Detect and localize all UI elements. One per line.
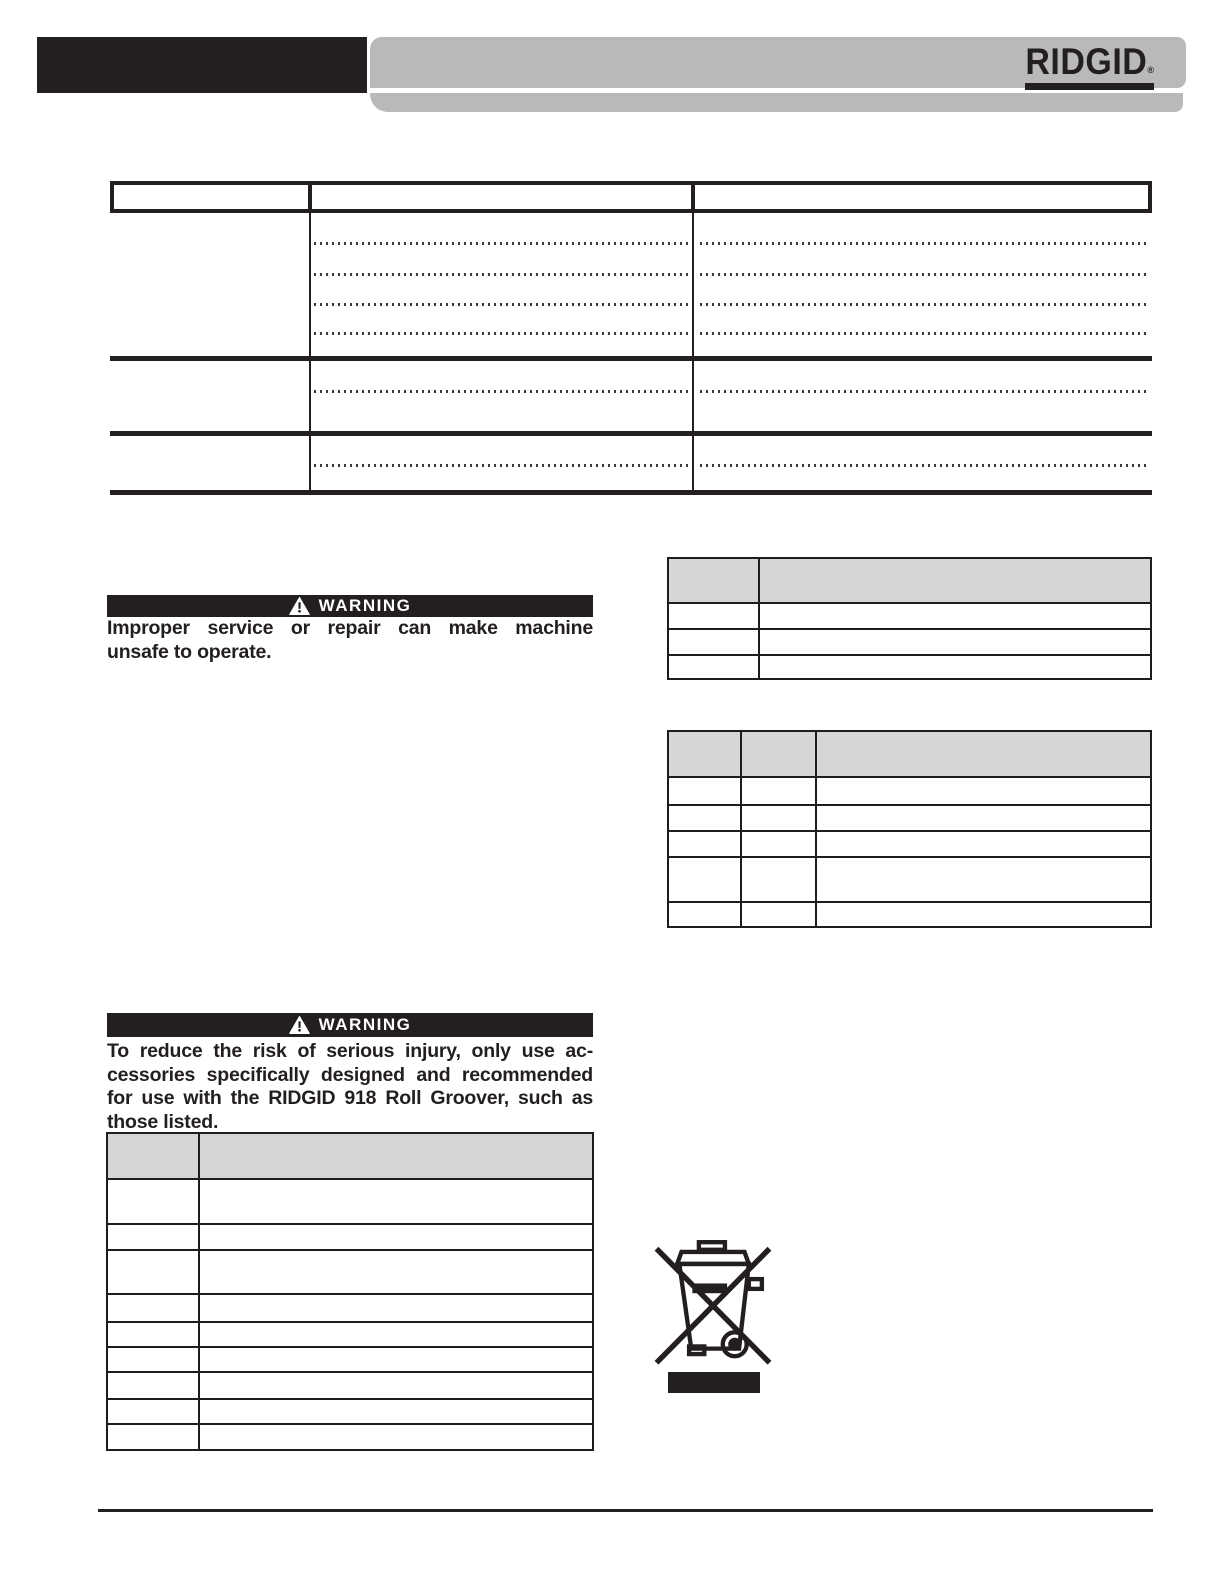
accessories-table-header — [108, 1134, 592, 1180]
dotted-leader-line — [314, 464, 688, 467]
header-banner — [370, 37, 1186, 88]
dotted-leader-line — [314, 390, 688, 393]
troubleshooting-table-header-row — [110, 181, 1152, 213]
ridgid-logo-text: RIDGID — [1025, 41, 1148, 83]
dotted-leader-line — [314, 273, 688, 276]
table-row — [108, 1251, 592, 1295]
column-divider — [198, 1134, 200, 1449]
dotted-leader-line — [700, 390, 1148, 393]
dotted-leader-line — [700, 242, 1148, 245]
weee-date-bar — [668, 1372, 760, 1393]
weee-crossed-out-bin-icon — [652, 1240, 774, 1366]
table-row — [108, 1348, 592, 1373]
table-row — [669, 604, 1150, 630]
warning-banner-accessories — [107, 1013, 593, 1037]
dotted-leader-line — [700, 464, 1148, 467]
warning-triangle-icon — [289, 1016, 310, 1034]
ridgid-logo — [1025, 43, 1154, 90]
warning-text-line: those listed. — [107, 1110, 219, 1133]
troubleshooting-header-divider — [691, 181, 695, 213]
warning-service-text — [107, 617, 593, 664]
column-divider — [815, 732, 817, 926]
table-row — [108, 1295, 592, 1323]
accessories-table — [106, 1132, 594, 1451]
dotted-leader-line — [314, 303, 688, 306]
table-row — [108, 1323, 592, 1348]
troubleshooting-column-divider — [309, 213, 311, 490]
right-upper-table — [667, 557, 1152, 680]
dotted-leader-line — [700, 303, 1148, 306]
header-strip — [370, 93, 1183, 112]
warning-text-line: To reduce the risk of serious injury, only use ac- — [107, 1040, 593, 1062]
header-title-plate — [37, 37, 367, 93]
warning-text-line: for use with the RIDGID 918 Roll Groover, such as — [107, 1087, 593, 1109]
dotted-leader-line — [700, 332, 1148, 335]
troubleshooting-column-divider — [692, 213, 694, 490]
table-row — [669, 630, 1150, 656]
warning-text-line: unsafe to operate. — [107, 640, 272, 663]
warning-banner-service — [107, 595, 593, 617]
footer-rule — [98, 1509, 1153, 1512]
troubleshooting-header-divider — [308, 181, 312, 213]
dotted-leader-line — [700, 273, 1148, 276]
table-row — [669, 656, 1150, 678]
troubleshooting-table-bottom-rule — [110, 490, 1152, 495]
troubleshooting-section-separator — [110, 431, 1152, 436]
table-row — [108, 1425, 592, 1449]
warning-accessories-text — [107, 1040, 593, 1134]
table-row — [108, 1373, 592, 1400]
right-upper-table-header — [669, 559, 1150, 604]
logo-underline — [1025, 83, 1154, 90]
warning-text-line: Improper service or repair can make machine — [107, 617, 593, 639]
right-lower-table — [667, 730, 1152, 928]
column-divider — [758, 559, 760, 678]
column-divider — [740, 732, 742, 926]
dotted-leader-line — [314, 332, 688, 335]
warning-label: WARNING — [318, 1015, 412, 1034]
warning-triangle-icon — [289, 597, 310, 615]
warning-label: WARNING — [318, 596, 412, 615]
warning-text-line: cessories specifically designed and recommended — [107, 1063, 593, 1086]
dotted-leader-line — [314, 242, 688, 245]
troubleshooting-section-separator — [110, 356, 1152, 361]
table-row — [108, 1180, 592, 1225]
table-row — [108, 1225, 592, 1251]
table-row — [108, 1400, 592, 1425]
registered-mark: ® — [1147, 65, 1154, 75]
